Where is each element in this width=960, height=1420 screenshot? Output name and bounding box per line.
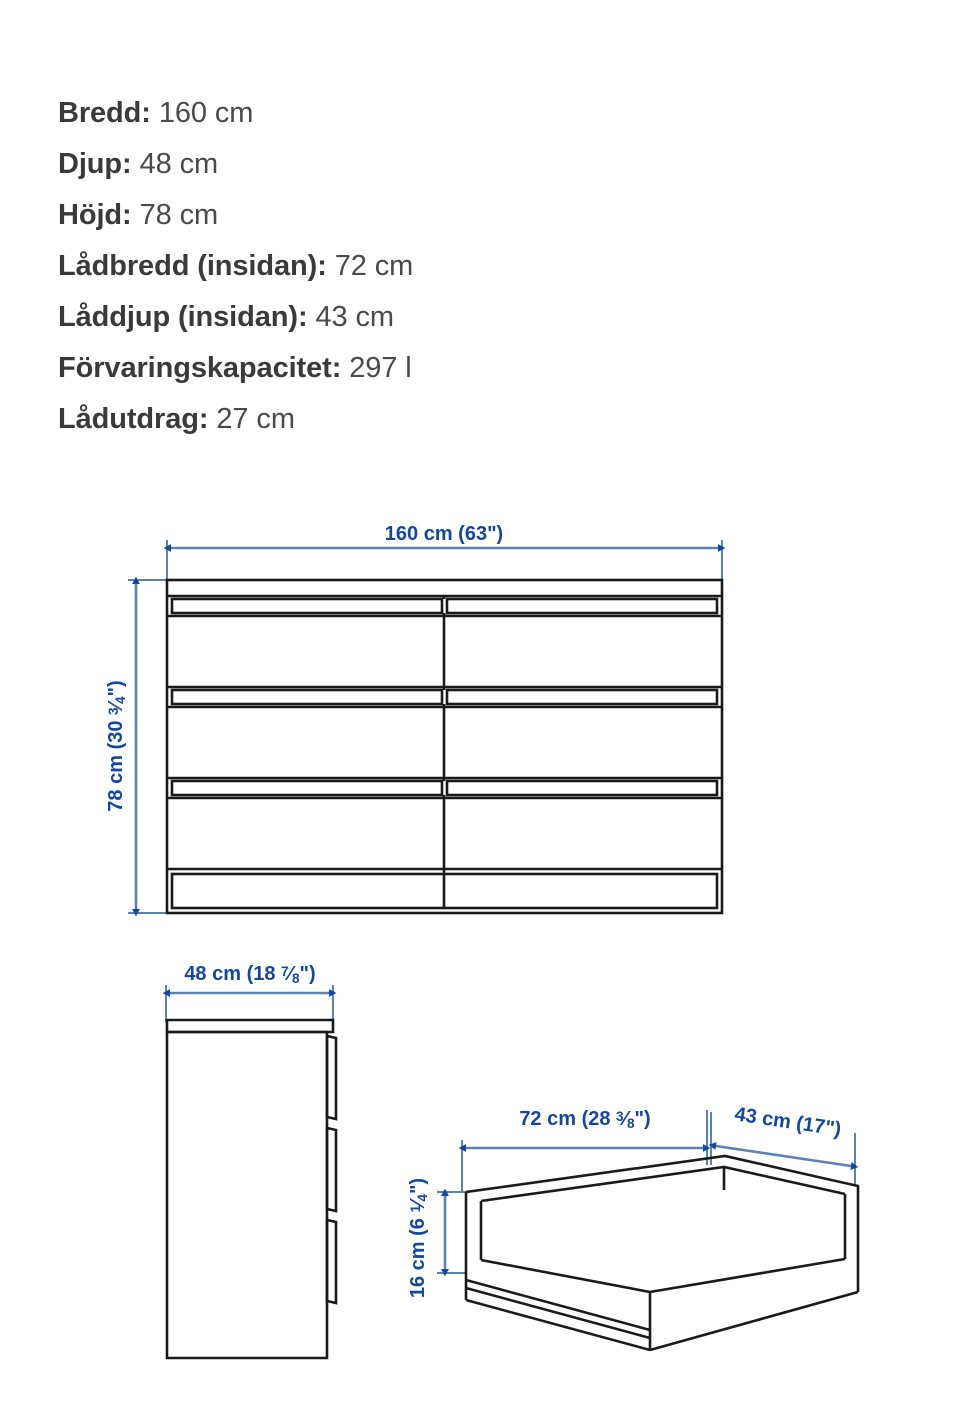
specification-list [58, 88, 858, 445]
spec-value-ladbredd: 72 cm [334, 250, 414, 282]
spec-label-djup: Djup: [58, 148, 132, 180]
spec-row-bredd [58, 88, 858, 139]
spec-row-ladutdrag [58, 394, 858, 445]
spec-row-laddjup [58, 292, 858, 343]
spec-row-hojd [58, 190, 858, 241]
front-width-label: 160 cm (63") [384, 523, 504, 545]
front-height-dimension [105, 580, 172, 913]
spec-row-djup [58, 139, 858, 190]
drawer-depth-dimension [711, 1103, 855, 1186]
front-height-label: 78 cm (30 $^3$⁄4") [105, 680, 128, 812]
spec-value-bredd: 160 cm [158, 97, 254, 129]
spec-label-forvaringskapacitet: Förvaringskapacitet: [58, 352, 342, 384]
drawer-width-label: 72 cm (28 $^3$⁄8") [519, 1108, 651, 1131]
spec-label-laddjup: Låddjup (insidan): [58, 301, 308, 333]
spec-row-forvaringskapacitet [58, 343, 858, 394]
drawer-box [466, 1156, 858, 1350]
front-cabinet-body [167, 580, 722, 913]
front-view-group [105, 523, 722, 913]
drawer-width-dimension [462, 1108, 707, 1192]
spec-value-djup: 48 cm [139, 148, 219, 180]
side-depth-dimension [166, 963, 333, 1022]
drawer-height-dimension [407, 1178, 466, 1298]
spec-label-hojd: Höjd: [58, 199, 132, 231]
spec-label-bredd: Bredd: [58, 97, 151, 129]
spec-value-forvaringskapacitet: 297 l [349, 352, 412, 384]
side-depth-label: 48 cm (18 $^7$⁄8") [184, 963, 316, 986]
drawer-depth-label: 43 cm (17") [733, 1103, 843, 1141]
spec-value-hojd: 78 cm [139, 199, 219, 231]
drawer-height-label: 16 cm (6 $^1$⁄4") [407, 1177, 430, 1299]
drawer-view-group [407, 1103, 858, 1350]
side-view-group [166, 963, 336, 1358]
spec-label-ladbredd: Lådbredd (insidan): [58, 250, 327, 282]
spec-value-laddjup: 43 cm [315, 301, 394, 333]
spec-value-ladutdrag: 27 cm [216, 403, 295, 435]
front-width-dimension [167, 523, 722, 585]
spec-row-ladbredd [58, 241, 858, 292]
side-cabinet-body [167, 1020, 336, 1358]
spec-label-ladutdrag: Lådutdrag: [58, 403, 209, 435]
